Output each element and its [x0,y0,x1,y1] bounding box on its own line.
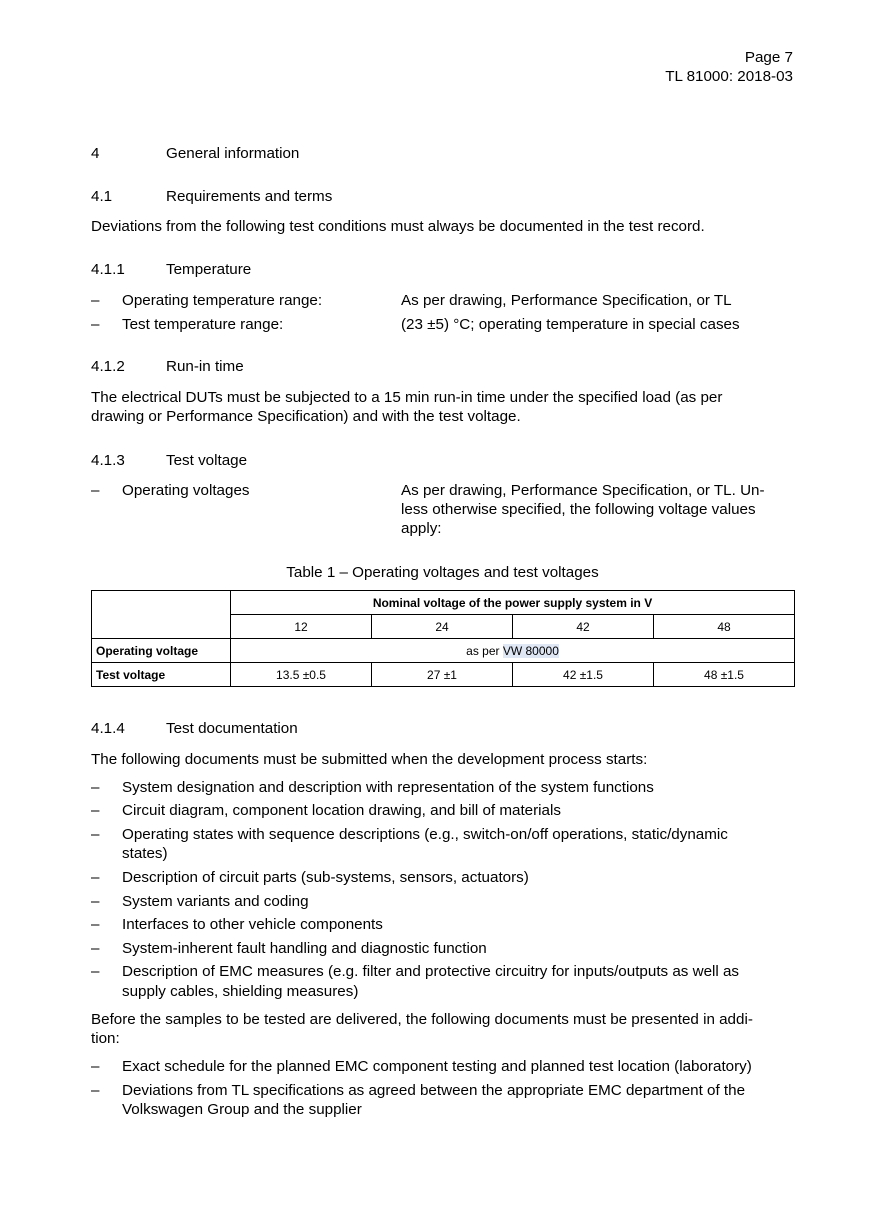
list-dash: – [91,802,100,819]
list-item: Interfaces to other vehicle components [122,916,383,933]
list-dash: – [91,779,100,796]
list-item: Description of EMC measures (e.g. filter and protective circuitry for inputs/outputs as well as [122,963,740,980]
list-item-value-line: As per drawing, Performance Specification, or TL. Un- [401,482,765,499]
table-cell: 27 ±1 [372,663,513,687]
list-dash: – [91,1082,100,1099]
section-title: Temperature [166,261,252,278]
list-dash: – [91,963,100,980]
list-item-continuation: Volkswagen Group and the supplier [122,1101,362,1118]
section-title: General information [166,145,300,162]
list-dash: – [91,826,100,843]
table-cell [231,639,795,663]
table-cell: 13.5 ±0.5 [231,663,372,687]
list-dash: – [91,916,100,933]
list-item-continuation: supply cables, shielding measures) [122,983,359,1000]
section-number: 4 [91,145,100,162]
list-item-label: Operating voltages [122,482,250,499]
section-number: 4.1.2 [91,358,125,375]
section-title: Test voltage [166,452,248,469]
list-item: Description of circuit parts (sub-systems, sensors, actuators) [122,869,529,886]
table-caption: Table 1 – Operating voltages and test voltages [286,564,599,581]
section-number: 4.1 [91,188,113,205]
list-dash: – [91,316,100,333]
column-header: 42 [513,615,654,639]
list-dash: – [91,1058,100,1075]
list-item: Operating states with sequence descriptions (e.g., switch-on/off operations, static/dynamic [122,826,728,843]
list-item: System-inherent fault handling and diagnostic function [122,940,487,957]
table-cell: 48 ±1.5 [654,663,795,687]
cell-text: as per [466,643,503,658]
column-header: 12 [231,615,372,639]
table-cell: 42 ±1.5 [513,663,654,687]
row-header: Operating voltage [92,639,231,663]
list-dash: – [91,292,100,309]
list-item: System variants and coding [122,893,309,910]
table-row [92,591,795,615]
list-item-value: As per drawing, Performance Specification, or TL [401,292,732,309]
paragraph-line: The electrical DUTs must be subjected to a 15 min run-in time under the specified load (as per [91,389,723,406]
list-dash: – [91,940,100,957]
section-title: Test documentation [166,720,298,737]
list-item: Deviations from TL specifications as agreed between the appropriate EMC department of the [122,1082,746,1099]
paragraph-line: Before the samples to be tested are delivered, the following documents must be presented in addi- [91,1011,753,1028]
list-item-continuation: states) [122,845,168,862]
reference-link[interactable]: VW 80000 [502,643,559,658]
list-item-value-line: less otherwise specified, the following voltage values [401,501,756,518]
table-corner-cell [92,591,231,639]
page-number: Page 7 [744,49,793,66]
voltage-table [91,590,795,687]
section-number: 4.1.3 [91,452,125,469]
table-row [92,663,795,687]
list-item: Circuit diagram, component location drawing, and bill of materials [122,802,561,819]
list-dash: – [91,869,100,886]
list-item: Exact schedule for the planned EMC component testing and planned test location (laboratory) [122,1058,752,1075]
column-header: 24 [372,615,513,639]
list-item-value-line: apply: [401,520,442,537]
paragraph: Deviations from the following test conditions must always be documented in the test record. [91,218,705,235]
list-item-label: Operating temperature range: [122,292,323,309]
column-header: 48 [654,615,795,639]
row-header: Test voltage [92,663,231,687]
list-dash: – [91,482,100,499]
list-item: System designation and description with representation of the system functions [122,779,654,796]
table-row [92,639,795,663]
list-dash: – [91,893,100,910]
section-number: 4.1.4 [91,720,125,737]
paragraph-line: tion: [91,1030,120,1047]
section-title: Requirements and terms [166,188,333,205]
paragraph: The following documents must be submitted when the development process starts: [91,751,648,768]
list-item-label: Test temperature range: [122,316,284,333]
paragraph-line: drawing or Performance Specification) and with the test voltage. [91,408,521,425]
section-title: Run-in time [166,358,244,375]
document-id: TL 81000: 2018-03 [665,68,793,85]
section-number: 4.1.1 [91,261,125,278]
list-item-value: (23 ±5) °C; operating temperature in special cases [401,316,740,333]
table-header: Nominal voltage of the power supply system in V [231,591,795,615]
